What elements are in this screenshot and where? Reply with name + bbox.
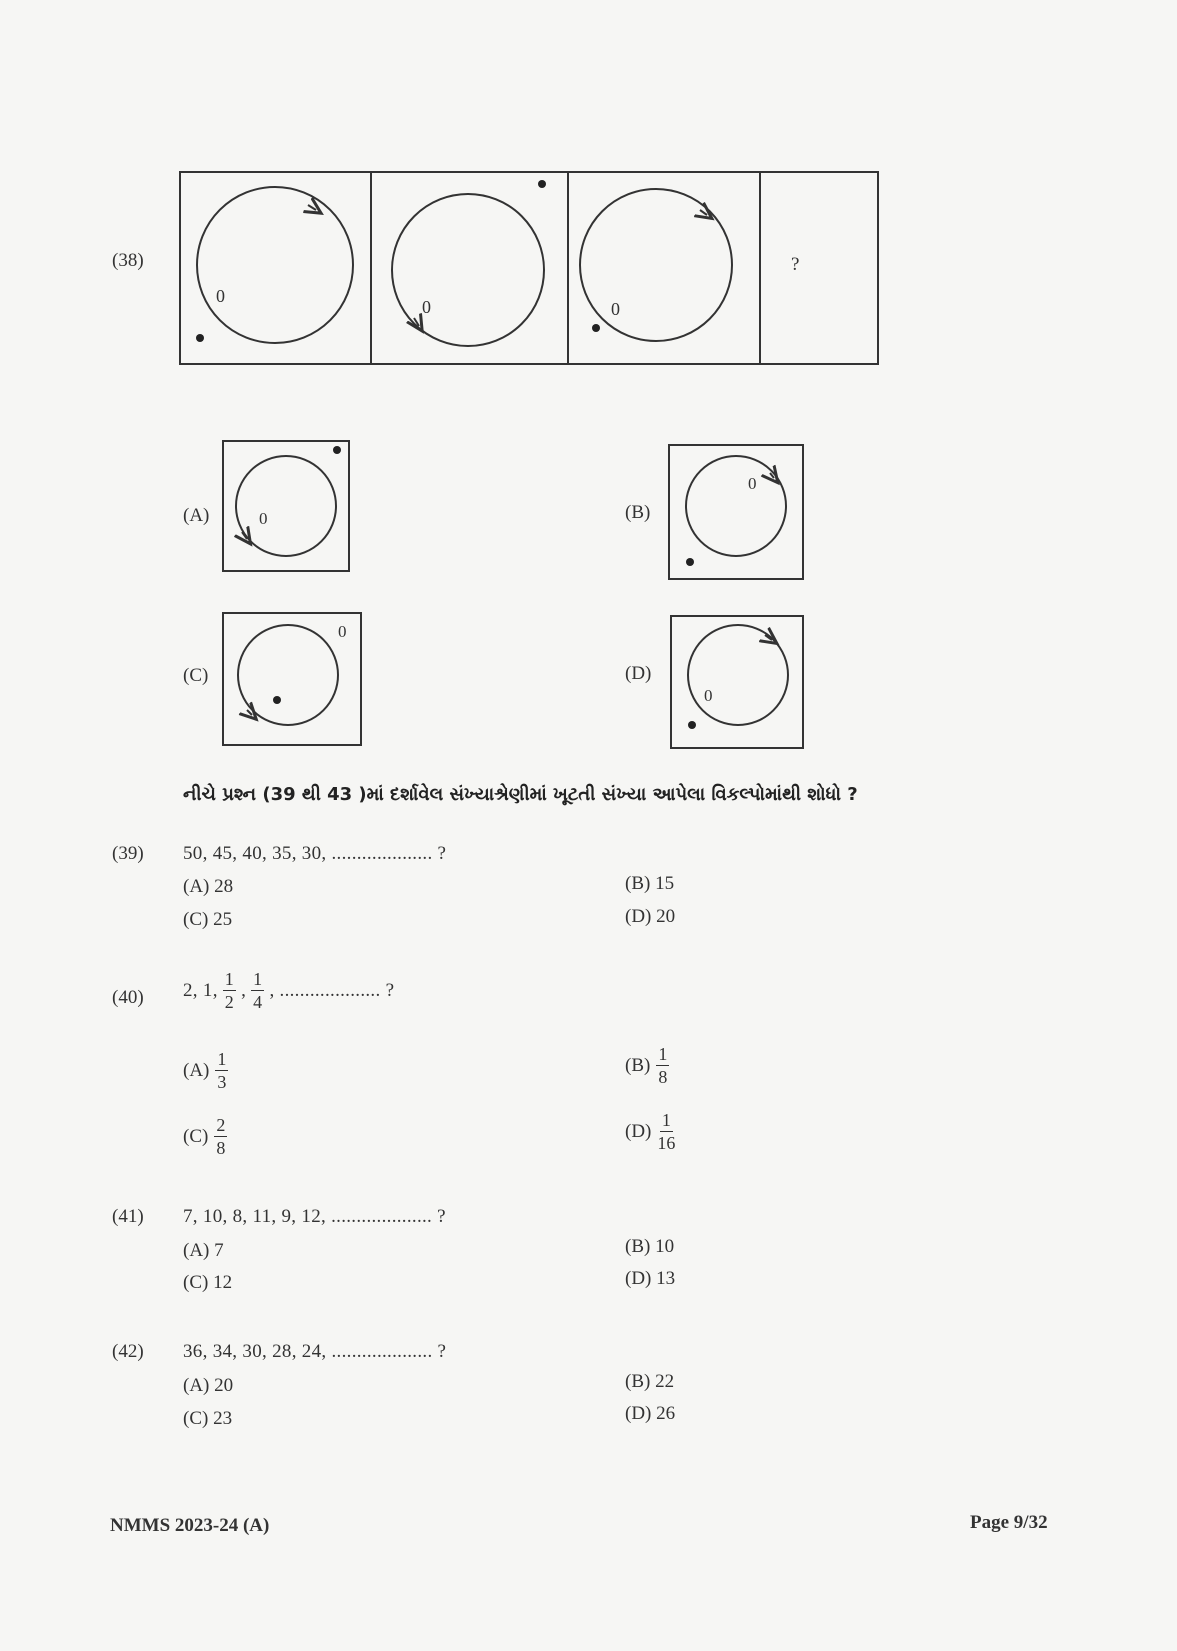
question-40-sequence: 2, 1, $\frac{1}{2}$ , $\frac{1}{4}$ , .................... ? [183, 969, 395, 1012]
question-40-option-c[interactable]: (C) $\frac{2}{8}$ [183, 1115, 226, 1158]
arrow-icon [700, 210, 707, 215]
question-39-sequence: 50, 45, 40, 35, 30, .................... ? [183, 843, 447, 864]
dot [538, 180, 546, 188]
option-a-figure[interactable] [222, 440, 350, 572]
question-40-option-a[interactable]: (A) $\frac{1}{3}$ [183, 1049, 227, 1092]
zero-label: 0 [216, 286, 225, 306]
question-42-option-b[interactable]: (B) 22 [625, 1371, 675, 1392]
series-figure-1 [196, 187, 353, 343]
option-a-label: (A) [183, 505, 210, 526]
option-c-figure[interactable] [222, 612, 362, 746]
zero-label: 0 [704, 686, 713, 705]
series-figure-2 [392, 180, 546, 346]
dot [688, 721, 696, 729]
question-38-number: (38) [112, 250, 144, 271]
dot [196, 334, 204, 342]
question-42-sequence: 36, 34, 30, 28, 24, .................... ? [183, 1341, 447, 1362]
zero-label: 0 [748, 474, 757, 493]
footer-exam-code: NMMS 2023-24 (A) [110, 1515, 270, 1536]
question-41-option-a[interactable]: (A) 7 [183, 1240, 224, 1261]
series-figure-3 [580, 189, 732, 341]
question-41-sequence: 7, 10, 8, 11, 9, 12, .................... ? [183, 1206, 446, 1227]
question-39-option-c[interactable]: (C) 25 [183, 909, 233, 930]
option-b-label: (B) [625, 502, 651, 523]
question-41-option-b[interactable]: (B) 10 [625, 1236, 675, 1257]
zero-label: 0 [611, 299, 620, 319]
dot [273, 696, 281, 704]
sequence-suffix: , .................... ? [269, 979, 395, 1001]
zero-label: 0 [259, 509, 268, 528]
question-42-option-a[interactable]: (A) 20 [183, 1375, 234, 1396]
option-d-figure[interactable] [670, 615, 804, 749]
question-41-number: (41) [112, 1206, 144, 1227]
option-d-label: (D) [625, 663, 652, 684]
arrow-icon [247, 710, 252, 715]
option-b-figure[interactable] [668, 444, 804, 580]
question-39-option-a[interactable]: (A) 28 [183, 876, 234, 897]
question-42-option-c[interactable]: (C) 23 [183, 1408, 233, 1429]
question-39-option-d[interactable]: (D) 20 [625, 906, 676, 927]
zero-label: 0 [338, 622, 347, 641]
instruction-text: નીચે પ્રશ્ન (39 થી 43 )માં દર્શાવેલ સંખ્યાશ્રેણીમાં ખૂટતી સંખ્યા આપેલા વિકલ્પોમાંથી શોધો ? [183, 784, 858, 805]
dot [333, 446, 341, 454]
question-40-number: (40) [112, 987, 144, 1008]
question-40-option-b[interactable]: (B) $\frac{1}{8}$ [625, 1044, 668, 1087]
arrow-icon [308, 205, 316, 210]
question-39-number: (39) [112, 843, 144, 864]
question-42-number: (42) [112, 1341, 144, 1362]
question-41-option-c[interactable]: (C) 12 [183, 1272, 233, 1293]
dot [592, 324, 600, 332]
question-42-option-d[interactable]: (D) 26 [625, 1403, 676, 1424]
question-41-option-d[interactable]: (D) 13 [625, 1268, 676, 1289]
option-c-label: (C) [183, 665, 209, 686]
footer-page-number: Page 9/32 [970, 1512, 1048, 1533]
question-39-option-b[interactable]: (B) 15 [625, 873, 675, 894]
fraction: $\frac{1}{2}$ [224, 969, 235, 1012]
fraction: $\frac{1}{4}$ [253, 969, 263, 1012]
question-mark: ? [791, 254, 800, 275]
question-38-figure-series [178, 170, 880, 370]
dot [686, 558, 694, 566]
question-40-option-d[interactable]: (D) $\frac{1}{16}$ [625, 1110, 676, 1153]
sequence-prefix: 2, 1, [183, 979, 218, 1001]
zero-label: 0 [422, 297, 431, 317]
